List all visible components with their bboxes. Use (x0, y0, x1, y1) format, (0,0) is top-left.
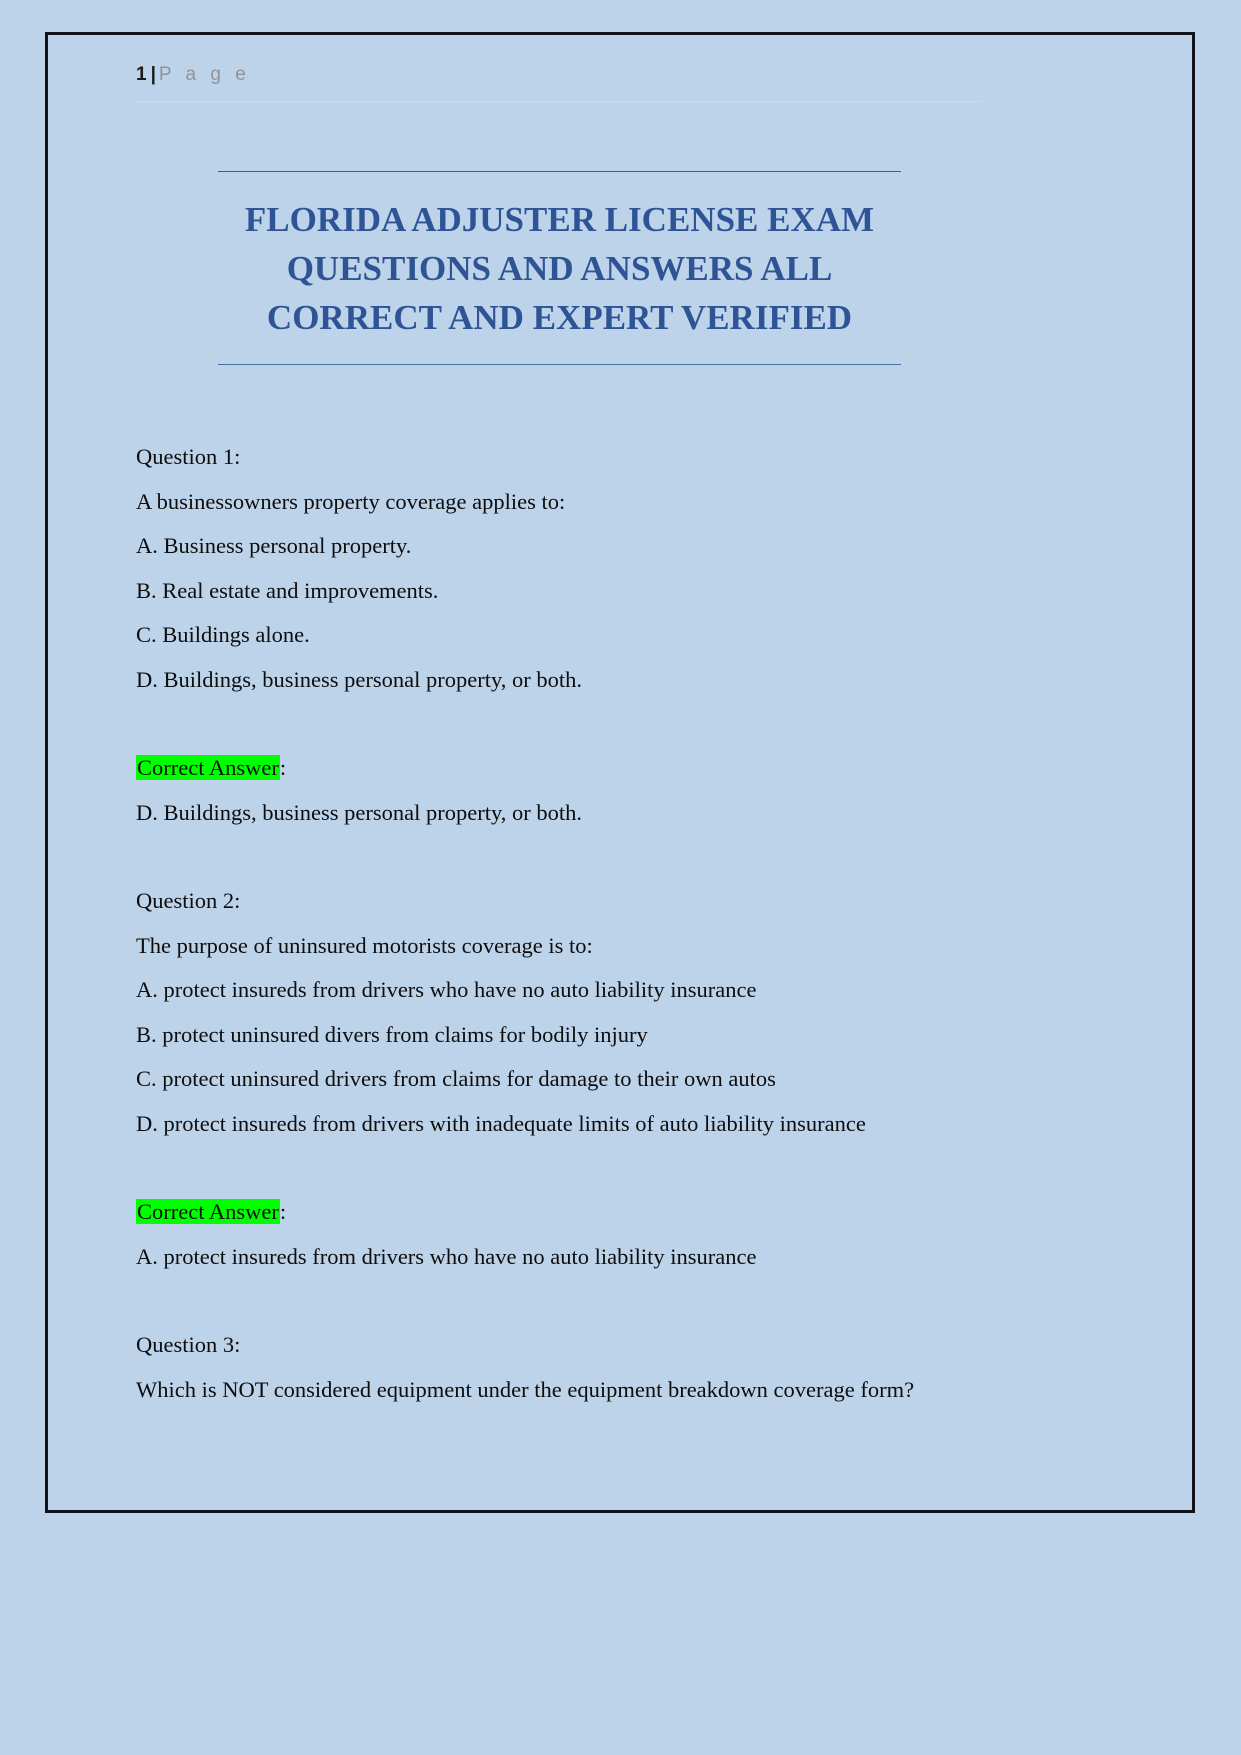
question-2-option-a: A. protect insureds from drivers who have no auto liability insurance (136, 977, 757, 1002)
correct-answer-colon: : (279, 1199, 287, 1224)
title-line-2: QUESTIONS AND ANSWERS ALL (286, 249, 833, 288)
question-1-option-d: D. Buildings, business personal property, or both. (136, 666, 583, 692)
question-1-answer-text: D. Buildings, business personal property, or both. (136, 799, 583, 825)
spacer (136, 702, 1132, 746)
question-1-option-a: A. Business personal property. (136, 533, 412, 558)
page-number-header (136, 63, 1132, 87)
question-2-option-d: D. protect insureds from drivers with inadequate limits of auto liability insurance (136, 1110, 866, 1136)
question-block-2 (136, 879, 1132, 1279)
question-2-label: Question 2: (136, 888, 241, 913)
question-2-option-c: C. protect uninsured drivers from claims for damage to their own autos (136, 1066, 776, 1091)
question-block-3 (136, 1323, 1132, 1412)
question-3-label: Question 3: (136, 1332, 241, 1357)
question-1-label: Question 1: (136, 444, 241, 469)
question-2-answer-text: A. protect insureds from drivers who have no auto liability insurance (136, 1243, 757, 1269)
correct-answer-highlight: Correct Answer (137, 755, 279, 780)
question-2-answer-heading (136, 1190, 1132, 1235)
header-page-word: P a g e (158, 64, 251, 85)
document-body (136, 435, 1132, 1412)
header-separator: | (150, 64, 156, 85)
question-1-answer-heading (136, 746, 1132, 791)
header-divider-rule (136, 101, 981, 102)
question-2-stem: The purpose of uninsured motorists coverage is to: (136, 932, 593, 958)
question-1-option-c: C. Buildings alone. (136, 622, 310, 647)
title-line-1: FLORIDA ADJUSTER LICENSE EXAM (244, 200, 875, 239)
question-1-stem: A businessowners property coverage applies to: (136, 488, 566, 514)
spacer (136, 835, 1132, 879)
running-header (136, 63, 1132, 109)
title-line-3: CORRECT AND EXPERT VERIFIED (266, 298, 853, 337)
spacer (136, 1279, 1132, 1323)
correct-answer-colon: : (279, 755, 287, 780)
document-title-block (218, 171, 901, 365)
title-bottom-rule (218, 364, 901, 365)
document-page-border (45, 32, 1195, 1513)
header-page-number: 1 (136, 64, 148, 85)
page-content-area (136, 63, 1132, 1412)
page-title (218, 172, 901, 364)
question-block-1 (136, 435, 1132, 835)
correct-answer-highlight: Correct Answer (137, 1199, 279, 1224)
question-3-stem: Which is NOT considered equipment under the equipment breakdown coverage form? (136, 1376, 915, 1402)
question-2-option-b: B. protect uninsured divers from claims for bodily injury (136, 1021, 648, 1047)
question-1-option-b: B. Real estate and improvements. (136, 577, 439, 603)
spacer (136, 1146, 1132, 1190)
